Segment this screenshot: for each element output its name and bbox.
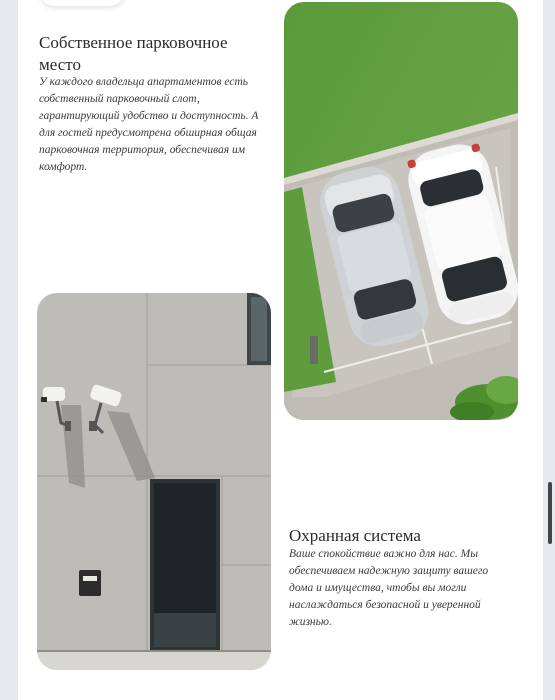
parking-title: Собственное парковочное место — [39, 33, 228, 74]
security-title: Охранная система — [289, 526, 421, 545]
security-description: Ваше спокойствие важно для нас. Мы обеспечиваем надежную защиту вашего дома и имущества, чтобы вы могли наслаждаться безопасной и уверенной жизнью. — [289, 548, 489, 628]
parking-photo — [284, 2, 518, 420]
security-camera-image — [37, 293, 271, 670]
scrollbar[interactable] — [548, 482, 552, 544]
parking-aerial-image — [284, 2, 518, 420]
top-pill-decoration — [40, 0, 124, 6]
page — [18, 0, 543, 700]
parking-description: У каждого владельца апартаментов есть собственный парковочный слот, гарантирующий удобство и доступность. А для гостей предусмотрена обширная общая парковочная территория, обеспечивая им комфорт. — [39, 76, 259, 173]
security-photo — [37, 293, 271, 670]
